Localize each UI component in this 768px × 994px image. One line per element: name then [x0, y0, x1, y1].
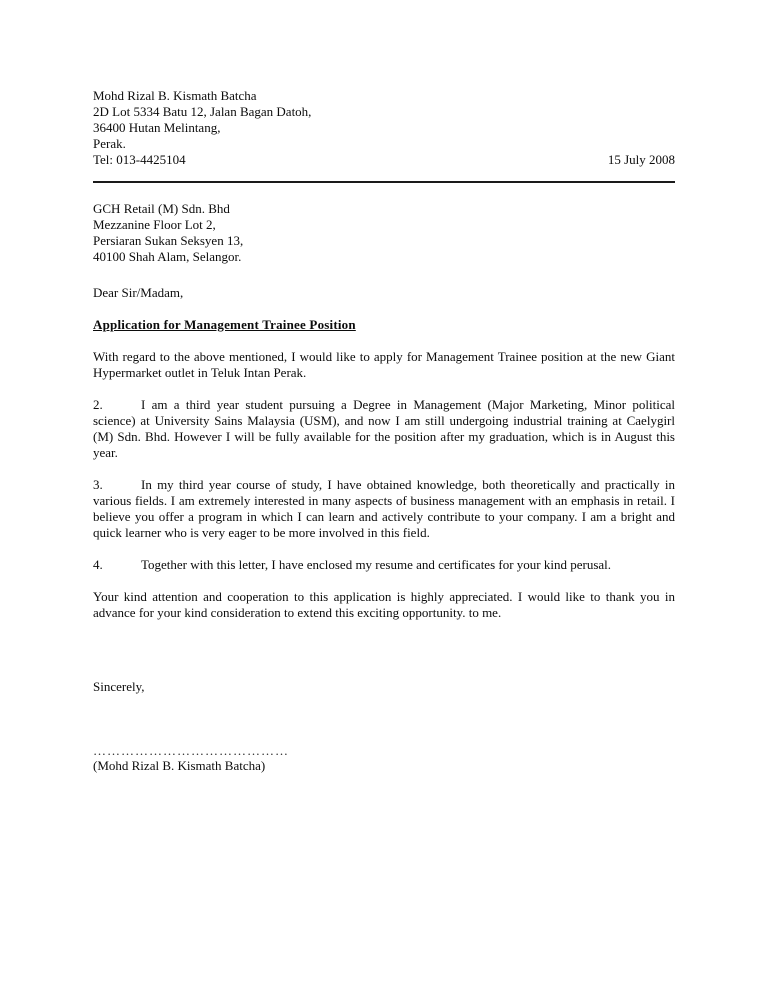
paragraph-3	[93, 477, 675, 541]
subject-heading: Application for Management Trainee Position	[93, 317, 356, 332]
paragraph-intro-text: With regard to the above mentioned, I would like to apply for Management Trainee position at the new Giant Hypermarket outlet in Teluk Intan Perak.	[93, 349, 675, 380]
paragraph-3-text: In my third year course of study, I have obtained knowledge, both theoretically and practically in various fields. I am extremely interested in many aspects of business management with an emphasis in retail. I believe you offer a program in which I can learn and actively contribute to your company. I am a bright and quick learner who is very eager to be more involved in this field.	[93, 477, 675, 540]
sender-telephone: Tel: 013-4425104	[93, 152, 186, 167]
sender-block	[93, 88, 675, 168]
signature-dotted-line: ……………………………………	[93, 743, 289, 758]
sender-address-line-3: Perak.	[93, 136, 126, 151]
recipient-line-3: Persiaran Sukan Seksyen 13,	[93, 233, 244, 248]
paragraph-2	[93, 397, 675, 461]
tel-date-row	[93, 152, 675, 168]
recipient-line-2: Mezzanine Floor Lot 2,	[93, 217, 216, 232]
closing-sincerely: Sincerely,	[93, 679, 145, 694]
paragraph-4-text: Together with this letter, I have enclosed my resume and certificates for your kind perusal.	[141, 557, 612, 572]
paragraph-3-number: 3.	[93, 477, 103, 492]
salutation: Dear Sir/Madam,	[93, 285, 184, 300]
paragraph-intro	[93, 349, 675, 381]
paragraph-4	[93, 557, 675, 573]
recipient-block	[93, 201, 675, 265]
paragraph-2-text: I am a third year student pursuing a Degree in Management (Major Marketing, Minor political science) at University Sains Malaysia (USM), and now I am still undergoing industrial training at Caelygirl (M) Sdn. Bhd. However I will be fully available for the position after my graduation, which is in August this year.	[93, 397, 675, 460]
letter-date: 15 July 2008	[607, 152, 675, 167]
paragraph-closing-text: Your kind attention and cooperation to this application is highly appreciated. I would like to thank you in advance for your kind consideration to extend this exciting opportunity. to me.	[93, 589, 675, 620]
sender-address-line-2: 36400 Hutan Melintang,	[93, 120, 221, 135]
recipient-line-4: 40100 Shah Alam, Selangor.	[93, 249, 242, 264]
sender-address-line-1: 2D Lot 5334 Batu 12, Jalan Bagan Datoh,	[93, 104, 312, 119]
paragraph-closing	[93, 589, 675, 621]
paragraph-4-number: 4.	[93, 557, 103, 572]
signatory-name: (Mohd Rizal B. Kismath Batcha)	[93, 758, 266, 773]
recipient-line-1: GCH Retail (M) Sdn. Bhd	[93, 201, 230, 216]
sender-name: Mohd Rizal B. Kismath Batcha	[93, 88, 257, 103]
paragraph-2-number: 2.	[93, 397, 103, 412]
divider-line	[93, 181, 675, 183]
